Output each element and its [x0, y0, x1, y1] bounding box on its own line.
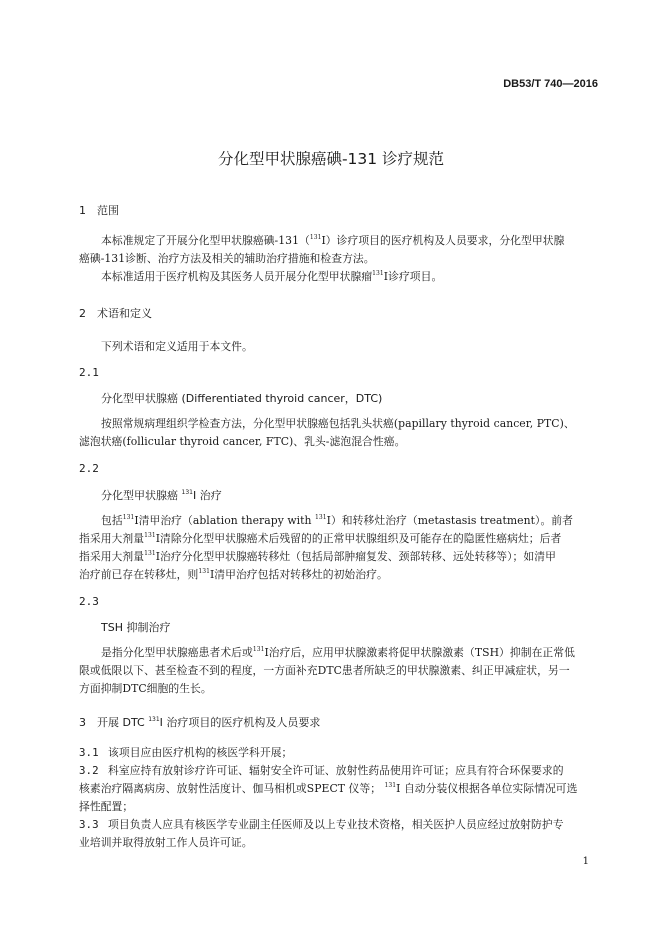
term-heading: TSH 抑制治疗 [101, 621, 171, 634]
section-1-heading [79, 202, 119, 218]
section-title: 术语和定义 [97, 307, 152, 320]
text-run: 指采用大剂量 [79, 532, 145, 545]
superscript: 131 [309, 234, 322, 241]
section-2-heading [79, 305, 152, 321]
section-number: 2 [79, 307, 86, 320]
superscript: 131 [372, 270, 384, 277]
text-run: I清甲治疗包括对转移灶的初始治疗。 [209, 568, 388, 581]
paragraph-line: 按照常规病理组织学检查方法，分化型甲状腺癌包括乳头状癌(papillary thyroid cancer, PTC)、 [101, 417, 575, 430]
superscript: 131 [181, 489, 193, 496]
paragraph-line [79, 566, 388, 584]
paragraph-line: 限或低限以下、甚至检查不到的程度，一方面补充DTC患者所缺乏的甲状腺激素、纠正甲减症状，另一 [79, 664, 570, 677]
superscript: 131 [144, 550, 156, 557]
section-3-heading [79, 714, 320, 730]
text-run: 本标准适用于医疗机构及其医务人员开展分化型甲状腺瘤 [101, 270, 373, 283]
text-run: I）和转移灶治疗（metastasis treatment）。前者 [326, 514, 573, 527]
text-run: I治疗分化型甲状腺癌转移灶（包括局部肿瘤复发、颈部转移、远处转移等）；如清甲 [155, 550, 556, 563]
paragraph-line [79, 780, 578, 798]
superscript: 131 [384, 782, 397, 789]
text-run: 项目负责人应具有核医学专业副主任医师及以上专业技术资格，相关医护人员应经过放射防护专 [108, 818, 564, 831]
superscript: 131 [315, 514, 327, 521]
paragraph-line: 癌碘-131诊断、治疗方法及相关的辅助治疗措施和检查方法。 [79, 252, 375, 265]
paragraph-line [101, 232, 564, 250]
clause-3-3 [79, 816, 564, 834]
paragraph-line: 择性配置； [79, 800, 134, 813]
paragraph-line: 业培训并取得放射工作人员许可证。 [79, 836, 253, 849]
subsection-number: 2.3 [79, 595, 99, 608]
paragraph-line: 方面抑制DTC细胞的生长。 [79, 682, 212, 695]
superscript: 131 [144, 532, 156, 539]
clause-3-2 [79, 762, 564, 780]
superscript: 131 [148, 716, 160, 723]
paragraph-line [101, 644, 575, 662]
text-run: I清除分化型甲状腺癌术后残留的的正常甲状腺组织及可能存在的隐匿性癌病灶；后者 [155, 532, 562, 545]
text-run: 科室应持有放射诊疗许可证、辐射安全许可证、放射性药品使用许可证；应具有符合环保要求的 [108, 764, 564, 777]
section-title: 开展 DTC [97, 716, 149, 729]
paragraph-line [101, 268, 442, 286]
text-run: I 自动分装仪根据各单位实际情况可选 [396, 782, 578, 795]
text-run: 分化型甲状腺癌 [101, 489, 182, 502]
text-run: 指采用大剂量 [79, 550, 145, 563]
subsection-number: 2.2 [79, 462, 99, 475]
clause-number: 3.1 [79, 746, 99, 759]
paragraph-line [79, 548, 556, 566]
clause-number: 3.3 [79, 818, 99, 831]
text-run: 包括 [101, 514, 123, 527]
text-run: 本标准规定了开展分化型甲状腺癌碘-131（ [101, 234, 310, 247]
text-run: I诊疗项目。 [383, 270, 443, 283]
superscript: 131 [198, 568, 210, 575]
section-number: 3 [79, 716, 86, 729]
text-run: I清甲治疗（ablation therapy with [134, 514, 316, 527]
subsection-number: 2.1 [79, 366, 99, 379]
clause-3-1 [79, 744, 292, 762]
paragraph-line: 滤泡状癌(follicular thyroid cancer, FTC)、乳头-滤泡混合性癌。 [79, 435, 406, 448]
paragraph-line [101, 512, 573, 530]
text-run: 治疗前已存在转移灶，则 [79, 568, 199, 581]
superscript: 131 [122, 514, 135, 521]
text-run: 是指分化型甲状腺癌患者术后或 [101, 646, 253, 659]
page-number: 1 [582, 856, 589, 867]
document-title: 分化型甲状腺癌碘-131 诊疗规范 [217, 150, 445, 168]
text-run: I）诊疗项目的医疗机构及人员要求，分化型甲状腺 [321, 234, 565, 247]
standard-code: DB53/T 740—2016 [503, 78, 598, 90]
text-run: 核素治疗隔离病房、放射性活度计、伽马相机或SPECT 仪等； [79, 782, 385, 795]
text-run: I 治疗 [192, 489, 222, 502]
section-title: I 治疗项目的医疗机构及人员要求 [159, 716, 321, 729]
section-title: 范围 [97, 204, 119, 217]
paragraph-line: 下列术语和定义适用于本文件。 [101, 340, 253, 353]
text-run: 该项目应由医疗机构的核医学科开展； [108, 746, 293, 759]
section-number: 1 [79, 204, 86, 217]
text-run: I治疗后，应用甲状腺激素将促甲状腺激素（TSH）抑制在正常低 [264, 646, 575, 659]
clause-number: 3.2 [79, 764, 99, 777]
term-heading [101, 487, 222, 503]
superscript: 131 [252, 646, 265, 653]
paragraph-line [79, 530, 561, 548]
term-heading: 分化型甲状腺癌 (Differentiated thyroid cancer，DTC) [101, 392, 383, 405]
